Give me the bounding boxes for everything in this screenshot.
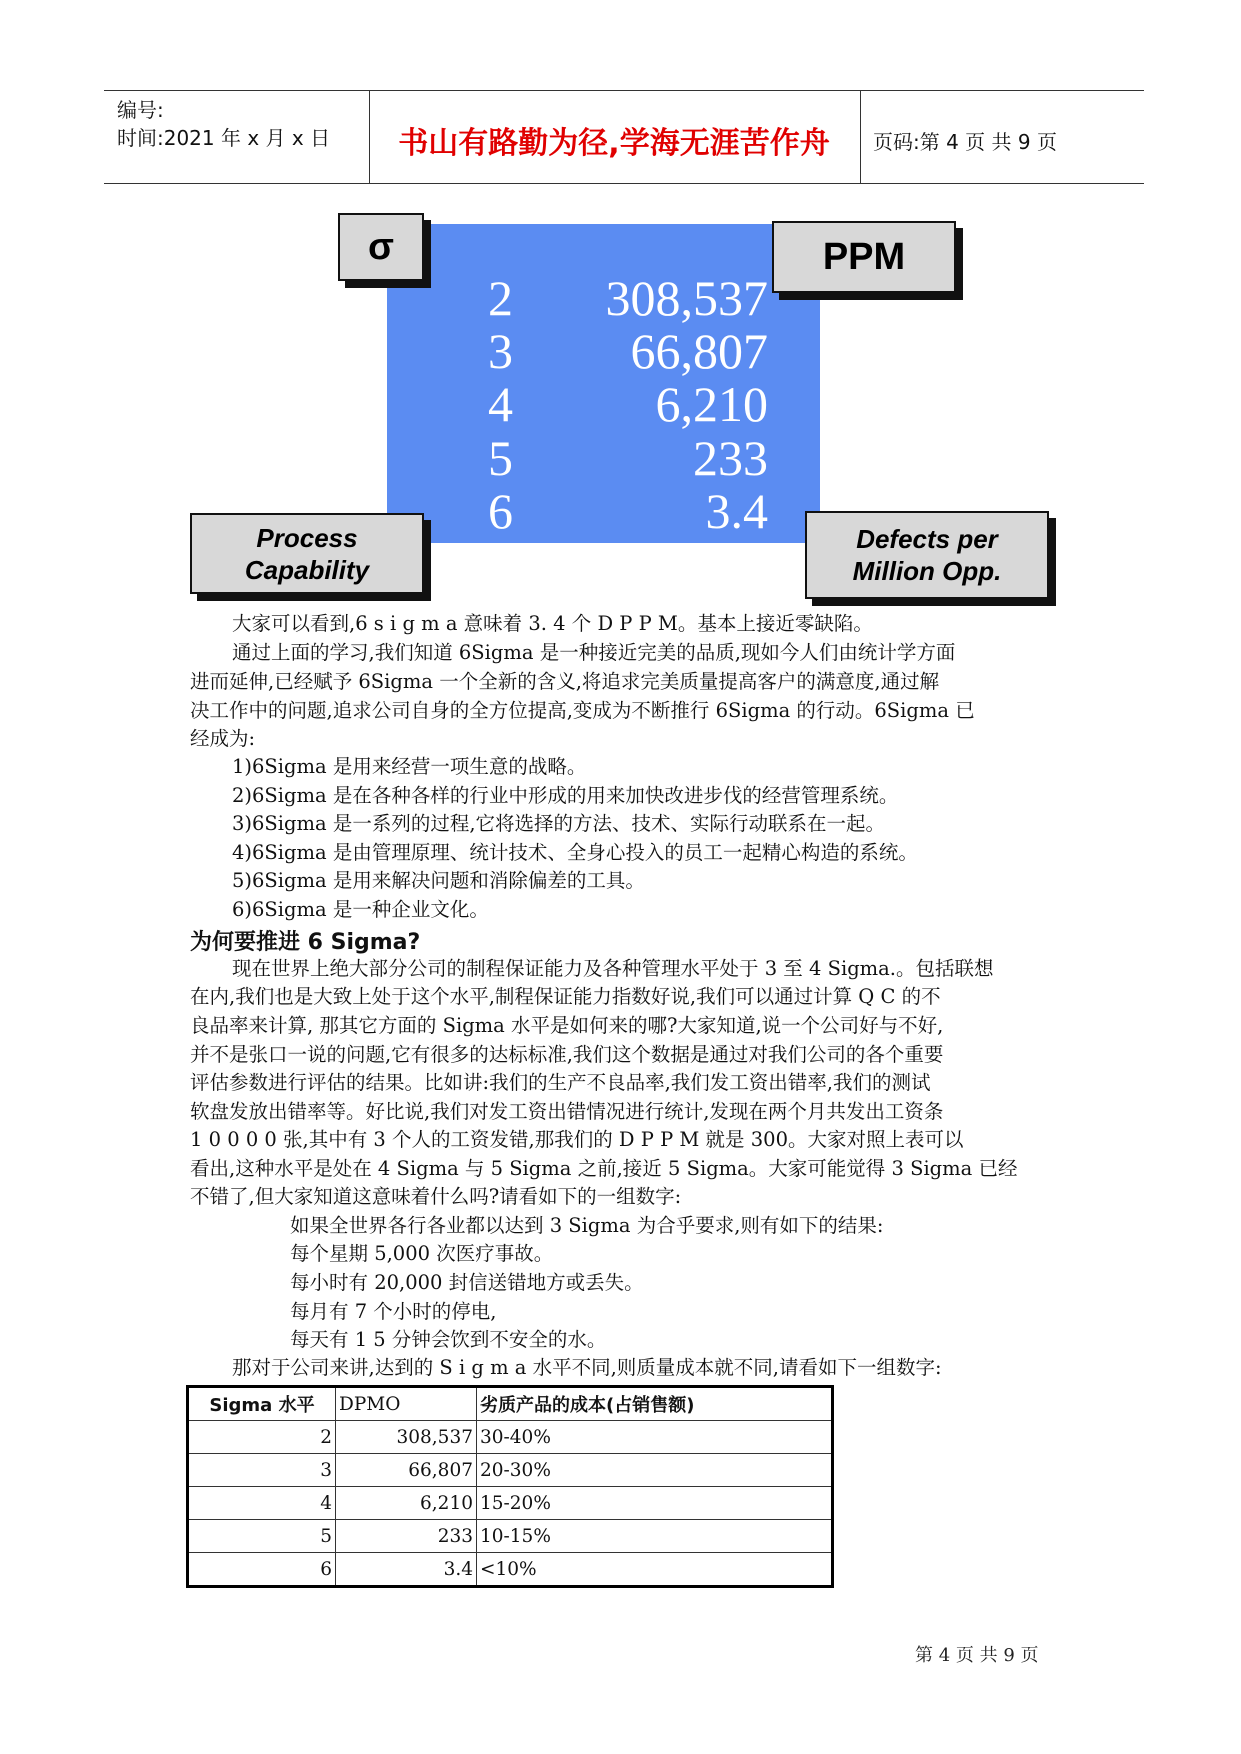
sigma-row — [387, 325, 820, 377]
table-header-row — [188, 1387, 833, 1421]
ppm-value: 308,537 — [605, 270, 768, 326]
paragraph-line: 每小时有 20,000 封信送错地方或丢失。 — [290, 1271, 644, 1294]
paragraph-line: 大家可以看到,6 s i g m a 意味着 3. 4 个 D P P M。基本上接近零缺陷。 — [232, 612, 873, 635]
paragraph-line: 进而延伸,已经赋予 6Sigma 一个全新的含义,将追求完美质量提高客户的满意度,通过解 — [190, 670, 940, 693]
section-heading: 为何要推进 6 Sigma? — [190, 930, 421, 955]
paragraph-line: 现在世界上绝大部分公司的制程保证能力及各种管理水平处于 3 至 4 Sigma.。包括联想 — [232, 957, 994, 980]
sigma-cost-table — [186, 1385, 834, 1588]
sigma-value: 3 — [488, 323, 513, 379]
list-item: 5)6Sigma 是用来解决问题和消除偏差的工具。 — [232, 869, 645, 892]
paragraph-line: 那对于公司来讲,达到的 S i g m a 水平不同,则质量成本就不同,请看如下一组数字: — [232, 1356, 942, 1379]
ppm-value: 66,807 — [630, 323, 768, 379]
paragraph-line: 每月有 7 个小时的停电, — [290, 1300, 497, 1323]
sigma-row — [387, 378, 820, 430]
table-cell: 10-15% — [477, 1520, 833, 1553]
table-cell: 2 — [188, 1421, 336, 1454]
header-number-label: 编号: — [117, 98, 164, 122]
list-item: 3)6Sigma 是一系列的过程,它将选择的方法、技术、实际行动联系在一起。 — [232, 812, 886, 835]
defects-per-million-box — [805, 511, 1049, 599]
table-cell: 30-40% — [477, 1421, 833, 1454]
table-cell: 15-20% — [477, 1487, 833, 1520]
ppm-value: 233 — [693, 430, 768, 486]
ppm-value: 6,210 — [655, 376, 768, 432]
process-capability-line2: Capability — [244, 554, 370, 585]
paragraph-line: 良品率来计算, 那其它方面的 Sigma 水平是如何来的哪?大家知道,说一个公司好与不好, — [190, 1014, 944, 1037]
table-header-cell: Sigma 水平 — [188, 1387, 336, 1421]
paragraph-line: 每个星期 5,000 次医疗事故。 — [290, 1242, 554, 1265]
paragraph-line: 如果全世界各行各业都以达到 3 Sigma 为合乎要求,则有如下的结果: — [290, 1214, 884, 1237]
table-row — [188, 1553, 833, 1587]
paragraph-line: 在内,我们也是大致上处于这个水平,制程保证能力指数好说,我们可以通过计算 Q C 的不 — [190, 985, 941, 1008]
sigma-value: 2 — [488, 270, 513, 326]
sigma-row — [387, 432, 820, 484]
header-page-label: 页码:第 4 页 共 9 页 — [873, 130, 1057, 154]
table-row — [188, 1487, 833, 1520]
paragraph-line: 通过上面的学习,我们知道 6Sigma 是一种接近完美的品质,现如今人们由统计学方面 — [232, 641, 956, 664]
paragraph-line: 软盘发放出错率等。好比说,我们对发工资出错情况进行统计,发现在两个月共发出工资条 — [190, 1100, 944, 1123]
page-footer: 第 4 页 共 9 页 — [915, 1645, 1039, 1666]
sigma-value: 5 — [488, 430, 513, 486]
table-cell: 20-30% — [477, 1454, 833, 1487]
sigma-row — [387, 272, 820, 324]
table-header-cell: 劣质产品的成本(占销售额) — [477, 1387, 833, 1421]
paragraph-line: 决工作中的问题,追求公司自身的全方位提高,变成为不断推行 6Sigma 的行动。6Sigma 已 — [190, 699, 975, 722]
table-cell: 3.4 — [336, 1553, 477, 1587]
ppm-value: 3.4 — [705, 483, 768, 539]
process-capability-line1: Process — [256, 522, 358, 553]
ppm-label: PPM — [822, 235, 906, 278]
header-divider-right — [860, 90, 861, 183]
paragraph-line: 评估参数进行评估的结果。比如讲:我们的生产不良品率,我们发工资出错率,我们的测试 — [190, 1071, 931, 1094]
list-item: 4)6Sigma 是由管理原理、统计技术、全身心投入的员工一起精心构造的系统。 — [232, 841, 918, 864]
paragraph-line: 1 0 0 0 0 张,其中有 3 个人的工资发错,那我们的 D P P M 就是 300。大家对照上表可以 — [190, 1128, 964, 1151]
table-header-cell: DPMO — [336, 1387, 477, 1421]
process-capability-box — [190, 513, 424, 594]
table-cell: 6 — [188, 1553, 336, 1587]
table-row — [188, 1520, 833, 1553]
defects-line2: Million Opp. — [852, 556, 1002, 586]
sigma-label-box — [338, 213, 424, 281]
sigma-value: 6 — [488, 483, 513, 539]
table-cell: 308,537 — [336, 1421, 477, 1454]
table-cell: <10% — [477, 1553, 833, 1587]
defects-line1: Defects per — [856, 524, 998, 554]
paragraph-line: 经成为: — [190, 727, 256, 750]
paragraph-line: 不错了,但大家知道这意味着什么吗?请看如下的一组数字: — [190, 1185, 682, 1208]
header-time-label: 时间:2021 年 x 月 x 日 — [117, 126, 331, 150]
paragraph-line: 看出,这种水平是处在 4 Sigma 与 5 Sigma 之前,接近 5 Sigma。大家可能觉得 3 Sigma 已经 — [190, 1157, 1018, 1180]
table-row — [188, 1421, 833, 1454]
sigma-row — [387, 485, 820, 537]
ppm-label-box — [772, 221, 956, 293]
table-cell: 4 — [188, 1487, 336, 1520]
list-item: 1)6Sigma 是用来经营一项生意的战略。 — [232, 755, 587, 778]
list-item: 6)6Sigma 是一种企业文化。 — [232, 898, 489, 921]
sigma-label: σ — [368, 225, 394, 268]
sigma-value: 4 — [488, 376, 513, 432]
table-cell: 233 — [336, 1520, 477, 1553]
header-motto: 书山有路勤为径,学海无涯苦作舟 — [398, 126, 830, 161]
paragraph-line: 并不是张口一说的问题,它有很多的达标标准,我们这个数据是通过对我们公司的各个重要 — [190, 1043, 944, 1066]
table-cell: 3 — [188, 1454, 336, 1487]
table-cell: 5 — [188, 1520, 336, 1553]
table-cell: 6,210 — [336, 1487, 477, 1520]
list-item: 2)6Sigma 是在各种各样的行业中形成的用来加快改进步伐的经营管理系统。 — [232, 784, 899, 807]
header-bottom-border — [104, 183, 1144, 184]
table-row — [188, 1454, 833, 1487]
paragraph-line: 每天有 1 5 分钟会饮到不安全的水。 — [290, 1328, 607, 1351]
header-top-border — [104, 90, 1144, 91]
table-cell: 66,807 — [336, 1454, 477, 1487]
